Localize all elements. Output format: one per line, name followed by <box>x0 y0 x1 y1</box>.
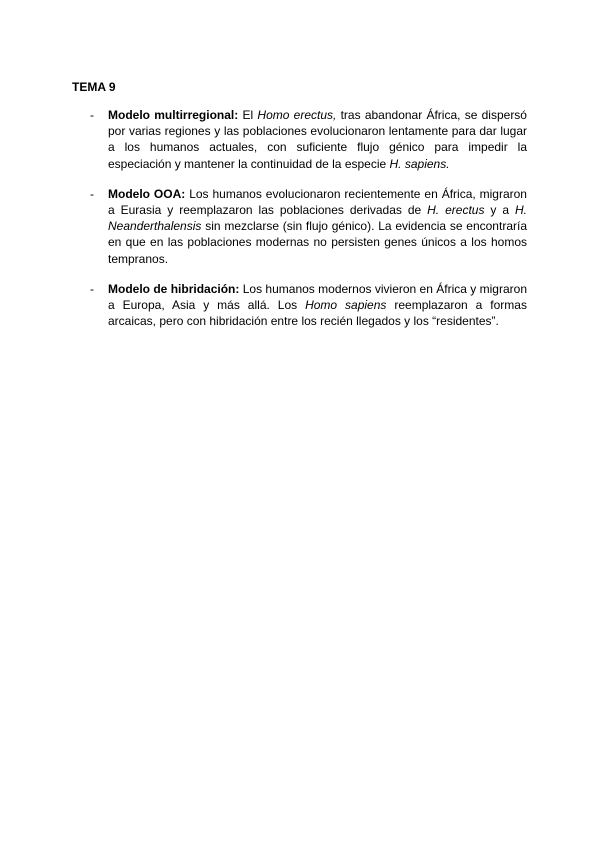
item-text: Los humanos evolucionaron recientemente en África, migraron a Eurasia y reemplazaron las poblaciones derivadas de <box>108 186 527 218</box>
item-italic-term: Homo sapiens <box>305 298 387 313</box>
list-item-hibridacion <box>90 281 527 330</box>
item-heading: Modelo de hibridación: <box>108 281 240 296</box>
list-bullet: - <box>90 281 94 296</box>
item-italic-term: H. erectus <box>427 203 485 218</box>
item-text: y a <box>484 203 515 218</box>
item-heading: Modelo OOA: <box>108 186 186 201</box>
item-text: sin mezclarse (sin flujo génico). La evidencia se encontraría en que en las poblaciones modernas no persisten genes únicos a los homos tempranos. <box>108 219 527 266</box>
list-bullet: - <box>90 108 94 122</box>
list-item-ooa <box>90 186 527 267</box>
item-text: El <box>238 108 258 122</box>
item-text: Los humanos modernos vivieron en África y migraron a Europa, Asia y más allá. Los <box>108 281 527 313</box>
item-italic-term: H. Neanderthalensis <box>108 203 527 234</box>
list-item-multirregional <box>90 107 527 172</box>
item-italic-term: Homo erectus, <box>257 108 337 122</box>
item-italic-term: H. sapiens. <box>389 156 450 171</box>
item-text: tras abandonar África, se dispersó por varias regiones y las poblaciones evolucionaron lentamente para dar lugar a los humanos actuales, con suficiente flujo génico para impedir la especiación y mantener la continuidad de la especie <box>108 108 527 171</box>
page-title: TEMA 9 <box>72 80 116 94</box>
list-bullet: - <box>90 186 94 201</box>
model-list <box>90 107 527 343</box>
item-text: reemplazaron a formas arcaicas, pero con hibridación entre los recién llegados y los “residentes”. <box>108 298 527 329</box>
item-heading: Modelo multirregional: <box>108 108 239 122</box>
